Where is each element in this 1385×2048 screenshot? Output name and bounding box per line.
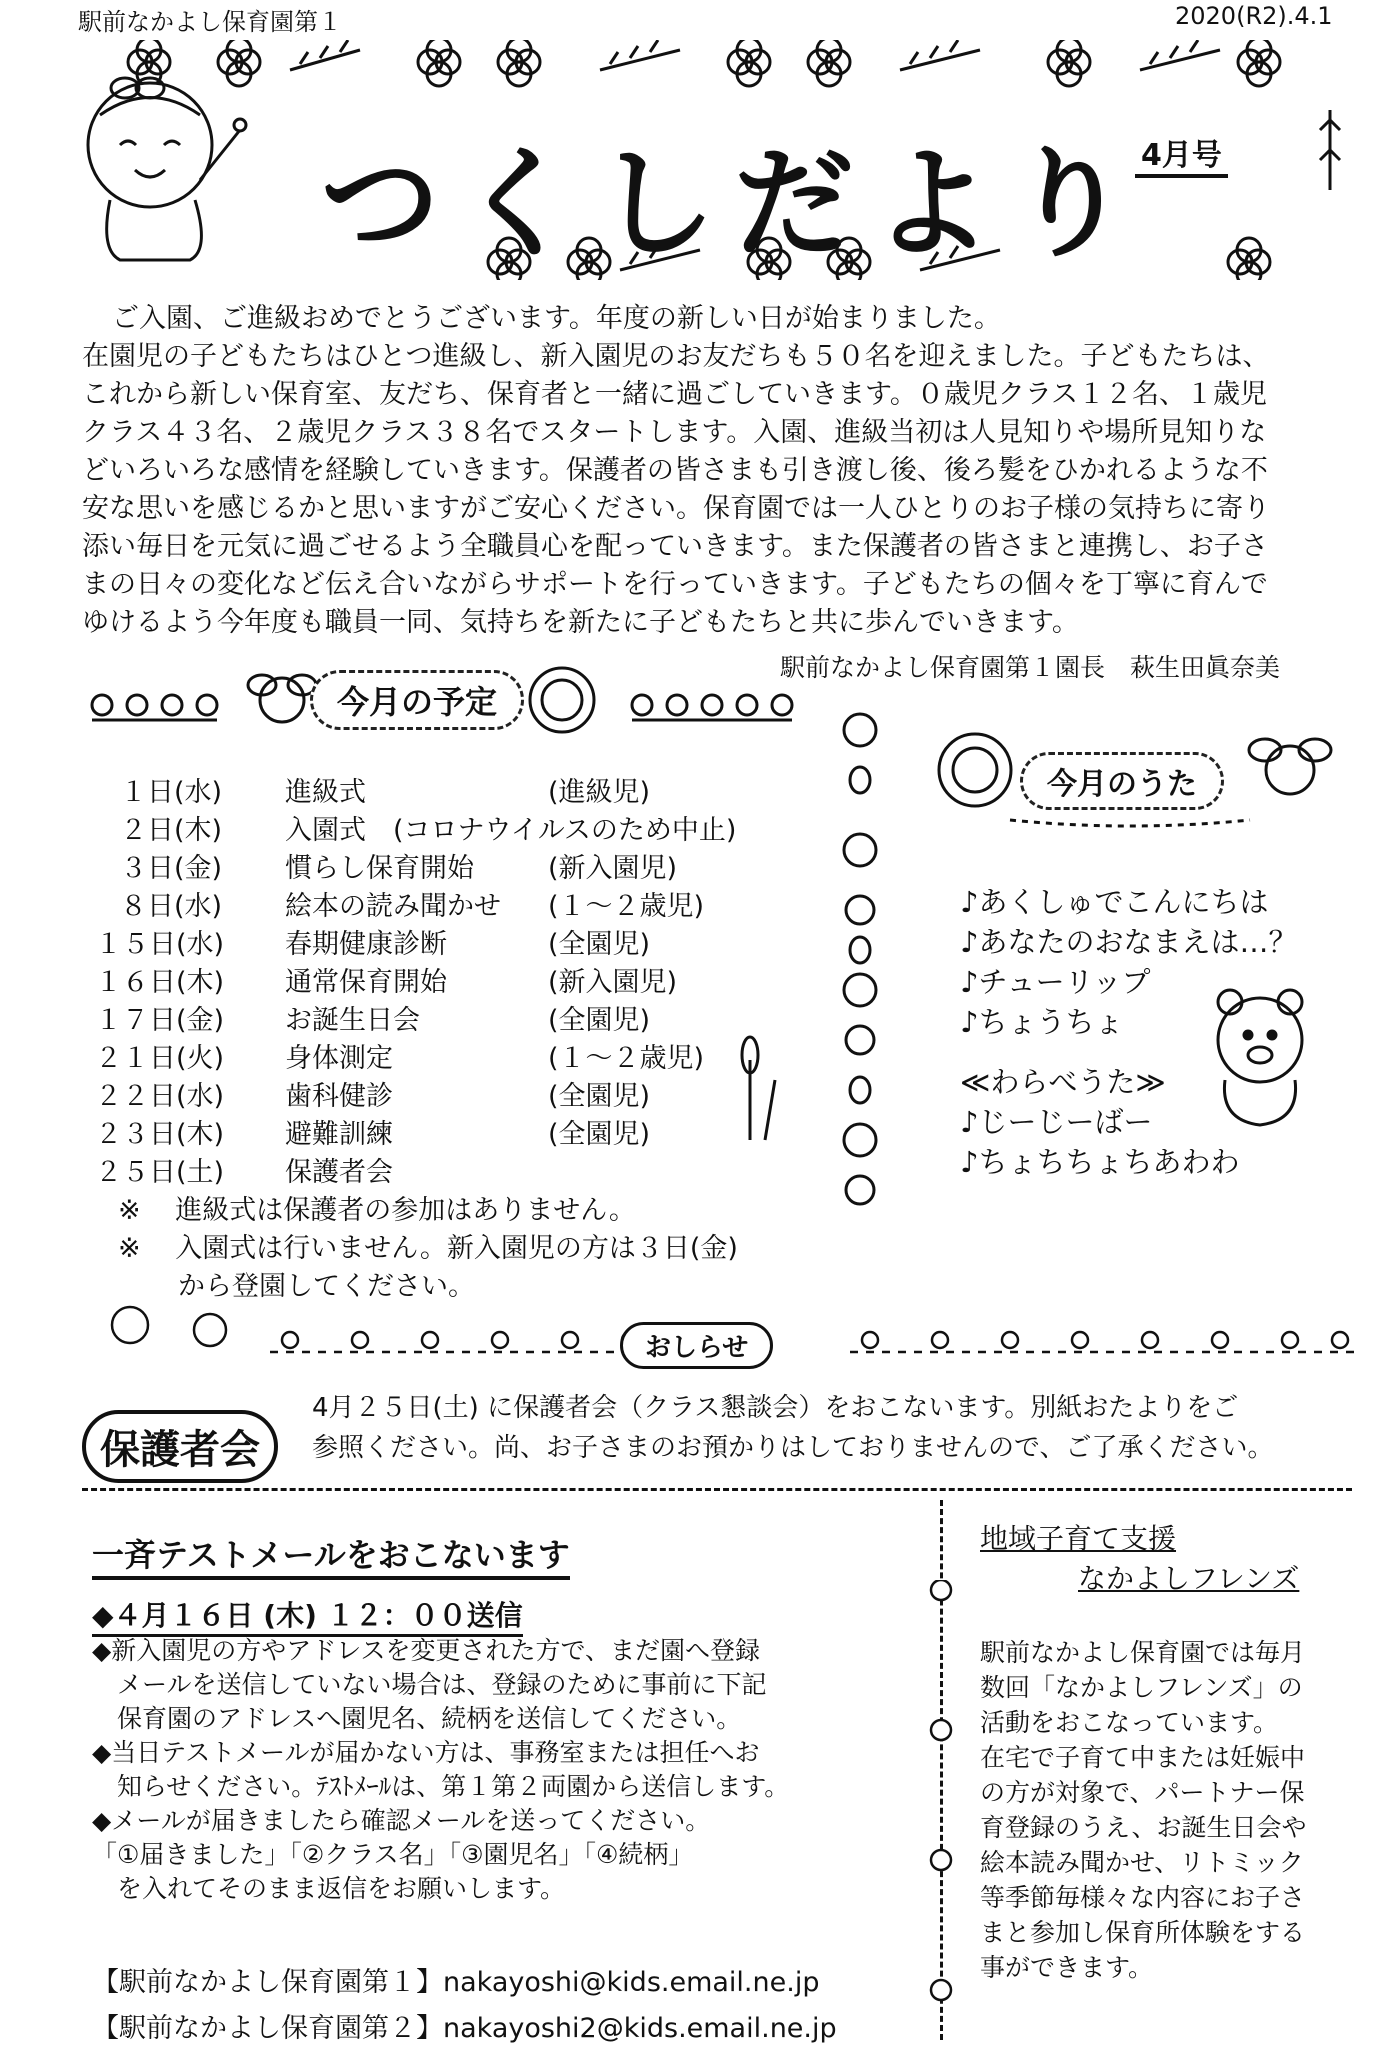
notice-text bbox=[312, 1388, 1273, 1468]
notice-line: 4月２５日(土) に保護者会（クラス懇談会）をおこないます。別紙おたよりをご bbox=[312, 1393, 1239, 1423]
chick-column-decoration bbox=[730, 700, 890, 1240]
notice-label: 保護者会 bbox=[82, 1410, 278, 1483]
schedule-note: (全園児) bbox=[548, 929, 651, 960]
note-text: 進級式は保護者の参加はありません。 bbox=[175, 1195, 636, 1226]
flower-icon bbox=[808, 40, 850, 86]
schedule-date: ２１日(火) bbox=[95, 1043, 225, 1074]
support-line: 育登録のうえ、お誕生日会や bbox=[980, 1813, 1307, 1842]
tsukushi-icon bbox=[1320, 110, 1340, 190]
intro-line: これから新しい保育室、友だち、保育者と一緒に過ごしていきます。０歳児クラス１２名、１歳児 bbox=[82, 379, 1268, 410]
schedule-event: 歯科健診 bbox=[285, 1081, 393, 1112]
intro-message bbox=[82, 300, 1362, 642]
flower-icon bbox=[931, 1580, 951, 1600]
children-icon bbox=[112, 1307, 226, 1346]
flower-icon bbox=[931, 1980, 951, 2000]
schedule-event: 保護者会 bbox=[285, 1157, 393, 1188]
flower-icon bbox=[1238, 40, 1280, 86]
flower-icon bbox=[862, 1332, 1348, 1348]
testmail-line: ◆当日テストメールが届かない方は、事務室または担任へお bbox=[92, 1738, 760, 1767]
testmail-line: 「①届きました」「②クラス名」「③園児名」「④続柄」 bbox=[92, 1840, 694, 1869]
schedule-event: お誕生日会 bbox=[285, 1005, 420, 1036]
support-line: 在宅で子育て中または妊娠中 bbox=[980, 1743, 1306, 1772]
schedule-event: 慣らし保育開始 bbox=[285, 853, 474, 884]
school-name: 駅前なかよし保育園第１ bbox=[78, 8, 342, 36]
leaf-icon bbox=[290, 40, 360, 70]
notice-pill: おしらせ bbox=[620, 1322, 773, 1369]
schedule-event: 身体測定 bbox=[285, 1043, 393, 1074]
support-subheading: なかよしフレンズ bbox=[1078, 1562, 1300, 1595]
schedule-date: ８日(水) bbox=[120, 891, 223, 922]
schedule-note: (進級児) bbox=[548, 777, 651, 808]
schedule-note: (全園児) bbox=[548, 1081, 651, 1112]
testmail-subtitle: ◆４月１６日 (木) １２：００送信 bbox=[92, 1594, 523, 1637]
intro-line: 安な思いを感じるかと思いますがご安心ください。保育園では一人ひとりのお子様の気持ちに寄り bbox=[82, 493, 1270, 524]
schedule-heading: 今月の予定 bbox=[310, 670, 524, 730]
schedule-event: 入園式 (コロナウイルスのため中止) bbox=[285, 815, 737, 846]
schedule-date: ２５日(土) bbox=[95, 1157, 225, 1188]
testmail-body bbox=[92, 1634, 789, 1906]
flower-icon bbox=[931, 1720, 951, 1740]
leaf-icon bbox=[1140, 40, 1220, 70]
schedule-note: (新入園児) bbox=[548, 853, 678, 884]
intro-line: まの日々の変化など伝え合いながらサポートを行っていきます。子どもたちの個々を丁寧に育んで bbox=[82, 569, 1268, 600]
support-body bbox=[980, 1635, 1307, 1985]
songs-heading: 今月のうた bbox=[1020, 752, 1224, 810]
leaf-icon bbox=[600, 40, 680, 70]
testmail-line: ◆新入園児の方やアドレスを変更された方で、まだ園へ登録 bbox=[92, 1636, 760, 1665]
note-mark: ※ bbox=[118, 1195, 141, 1226]
email-address-1[interactable]: 【駅前なかよし保育園第１】nakayoshi@kids.email.ne.jp bbox=[92, 1967, 820, 1998]
section-divider bbox=[82, 1488, 1352, 1491]
egg-icon bbox=[850, 1077, 870, 1103]
schedule-event: 絵本の読み聞かせ bbox=[285, 891, 501, 922]
bear-illustration bbox=[1180, 980, 1340, 1130]
issue-month: 4月号 bbox=[1135, 130, 1228, 178]
song-item: ♪あなたのおなまえは…？ bbox=[960, 925, 1298, 959]
chick-icon bbox=[844, 834, 876, 866]
intro-line: どいろいろな感情を経験していきます。保護者の皆さまも引き渡し後、後ろ髪をひかれるような不 bbox=[82, 455, 1268, 486]
schedule-date: １日(水) bbox=[120, 777, 223, 808]
support-line: 活動をおこなっています。 bbox=[980, 1708, 1279, 1737]
support-line: 数回「なかよしフレンズ」の bbox=[980, 1673, 1303, 1702]
support-line: の方が対象で、パートナー保 bbox=[980, 1778, 1305, 1807]
schedule-date: ２３日(木) bbox=[95, 1119, 225, 1150]
testmail-line: メールを送信していない場合は、登録のために事前に下記 bbox=[92, 1670, 767, 1699]
testmail-line: ◆メールが届きましたら確認メールを送ってください。 bbox=[92, 1806, 711, 1835]
flower-icon bbox=[931, 1850, 951, 1870]
divider-flowers bbox=[920, 1580, 962, 2020]
support-line: 等季節毎様々な内容にお子さ bbox=[980, 1883, 1306, 1912]
schedule-note: (全園児) bbox=[548, 1005, 651, 1036]
chick-icon bbox=[846, 896, 874, 924]
tsukushi-icon bbox=[742, 1037, 775, 1140]
bee-icon bbox=[1249, 739, 1331, 794]
schedule-date: ３日(金) bbox=[120, 853, 223, 884]
testmail-line: を入れてそのまま返信をお願いします。 bbox=[92, 1874, 566, 1903]
intro-line: ゆけるよう今年度も職員一同、気持ちを新たに子どもたちと共に歩んでいきます。 bbox=[82, 607, 1079, 638]
schedule-note-line bbox=[118, 1226, 738, 1265]
sunflower-icon bbox=[939, 734, 1011, 806]
flower-icon bbox=[1228, 238, 1270, 280]
schedule-event: 進級式 bbox=[285, 777, 366, 808]
issue-date: 2020(R2).4.1 bbox=[1175, 2, 1333, 30]
song-item: ♪ちょうちょ bbox=[960, 1005, 1124, 1039]
schedule-event: 避難訓練 bbox=[285, 1119, 393, 1150]
sunflower-icon bbox=[530, 668, 594, 732]
flower-icon bbox=[728, 40, 770, 86]
warabe-heading: ≪わらべうた≫ bbox=[960, 1065, 1166, 1099]
support-line: 絵本読み聞かせ、リトミック bbox=[980, 1848, 1304, 1877]
bee-icon bbox=[248, 675, 316, 722]
schedule-event: 春期健康診断 bbox=[285, 929, 447, 960]
support-line: 事ができます。 bbox=[980, 1953, 1154, 1982]
schedule-note: (１～２歳児) bbox=[548, 891, 705, 922]
flower-icon bbox=[418, 40, 460, 86]
flower-icon bbox=[498, 40, 540, 86]
song-item: ♪じーじーばー bbox=[960, 1105, 1153, 1139]
support-heading: 地域子育て支援 bbox=[980, 1522, 1177, 1555]
schedule-note-line bbox=[178, 1264, 475, 1303]
schedule-date: ２日(木) bbox=[120, 815, 223, 846]
song-item: ♪ちょちちょちあわわ bbox=[960, 1145, 1240, 1179]
testmail-line: 知らせください。ﾃｽﾄﾒｰﾙは、第１第２両園から送信します。 bbox=[92, 1772, 790, 1801]
support-line: まと参加し保育所体験をする bbox=[980, 1918, 1306, 1947]
schedule-date: １７日(金) bbox=[95, 1005, 225, 1036]
flower-icon bbox=[282, 1332, 638, 1348]
egg-icon bbox=[850, 767, 870, 793]
egg-icon bbox=[850, 937, 870, 963]
support-line: 駅前なかよし保育園では毎月 bbox=[980, 1638, 1306, 1667]
principal-signature: 駅前なかよし保育園第１園長 萩生田眞奈美 bbox=[780, 653, 1281, 682]
leaf-icon bbox=[900, 40, 980, 70]
email-address-2[interactable]: 【駅前なかよし保育園第２】nakayoshi2@kids.email.ne.jp bbox=[92, 2013, 837, 2044]
schedule-date: １６日(木) bbox=[95, 967, 225, 998]
schedule-note: (１～２歳児) bbox=[548, 1043, 705, 1074]
intro-line: クラス４３名、２歳児クラス３８名でスタートします。入園、進級当初は人見知りや場所見知りな bbox=[82, 417, 1267, 448]
intro-line: 添い毎日を元気に過ごせるよう全職員心を配っていきます。また保護者の皆さまと連携し、お子さ bbox=[82, 531, 1268, 562]
children-icon bbox=[92, 695, 217, 720]
newsletter-title: つくしだより bbox=[320, 135, 1148, 274]
schedule-note: (全園児) bbox=[548, 1119, 651, 1150]
chick-icon bbox=[846, 1026, 874, 1054]
intro-line: ご入園、ご進級おめでとうございます。年度の新しい日が始まりました。 bbox=[112, 303, 1001, 334]
note-text: から登園してください。 bbox=[178, 1271, 475, 1302]
testmail-title: 一斉テストメールをおこないます bbox=[92, 1530, 570, 1580]
flower-icon bbox=[1048, 40, 1090, 86]
song-item: ♪あくしゅでこんにちは bbox=[960, 885, 1269, 919]
chick-icon bbox=[844, 714, 876, 746]
schedule-date: ２２日(水) bbox=[95, 1081, 225, 1112]
chick-icon bbox=[844, 1124, 876, 1156]
schedule-note: (新入園児) bbox=[548, 967, 678, 998]
chick-icon bbox=[844, 974, 876, 1006]
note-text: 入園式は行いません。新入園児の方は３日(金) bbox=[175, 1233, 738, 1264]
chick-icon bbox=[846, 1176, 874, 1204]
schedule-event: 通常保育開始 bbox=[285, 967, 447, 998]
testmail-line: 保育園のアドレスへ園児名、続柄を送信してください。 bbox=[92, 1704, 742, 1733]
intro-line: 在園児の子どもたちはひとつ進級し、新入園児のお友だちも５０名を迎えました。子どもたちは、 bbox=[82, 341, 1270, 372]
child-illustration bbox=[40, 60, 260, 270]
schedule-note-line bbox=[118, 1188, 636, 1227]
note-mark: ※ bbox=[118, 1233, 141, 1264]
song-item: ♪チューリップ bbox=[960, 965, 1151, 999]
schedule-date: １５日(水) bbox=[95, 929, 225, 960]
notice-line: 参照ください。尚、お子さまのお預かりはしておりませんので、ご了承ください。 bbox=[312, 1433, 1274, 1463]
